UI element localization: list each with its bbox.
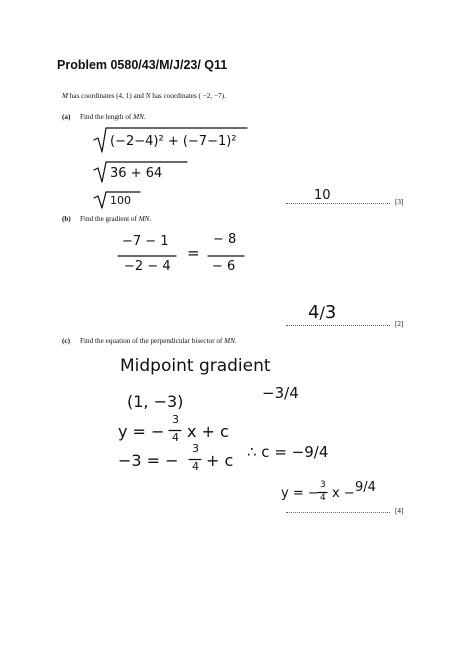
part-a-label: (a)	[62, 113, 71, 121]
part-c-marks: [4]	[395, 507, 404, 515]
part-c-line-1-den: 4	[172, 431, 179, 444]
part-a-work-line-3: 100	[110, 194, 131, 207]
part-c-answer-fraction: 9/4	[355, 480, 376, 495]
part-b-fraction-1-bar	[118, 254, 178, 258]
part-b-fraction-1-numerator: −7 − 1	[122, 234, 169, 249]
part-c-line-2-den: 4	[192, 460, 199, 473]
part-c-label: (c)	[62, 337, 70, 345]
intro-text-1: has coordinates (4, 1) and	[68, 92, 146, 100]
part-b-marks: [2]	[395, 320, 404, 328]
part-b-equals: =	[187, 244, 200, 262]
point-n-label: N	[145, 92, 151, 100]
part-c-answer-left: y = −	[281, 486, 319, 501]
part-c-line-1-num: 3	[172, 413, 179, 426]
part-c-midpoint: (1, −3)	[127, 392, 184, 411]
part-a-work-line-2: 36 + 64	[110, 166, 163, 181]
part-a-question: Find the length of MN.	[80, 113, 146, 121]
page-title: Problem 0580/43/M/J/23/ Q11	[57, 58, 228, 72]
part-c-line-2-num: 3	[192, 442, 199, 455]
part-b-fraction-1-denominator: −2 − 4	[124, 259, 171, 274]
part-b-label: (b)	[62, 215, 71, 223]
part-b-fraction-2-bar	[208, 254, 248, 258]
part-c-question: Find the equation of the perpendicular bisector of MN.	[80, 337, 237, 345]
part-c-line-2-right: + c	[206, 451, 234, 470]
part-b-answer-den: 3	[324, 302, 337, 323]
point-m-label: M	[62, 92, 68, 100]
part-b-answer-num: 4	[308, 302, 320, 323]
part-b-answer-line	[286, 325, 390, 326]
part-a-marks: [3]	[395, 198, 404, 206]
part-a-answer: 10	[314, 188, 331, 203]
part-c-heading: Midpoint gradient	[120, 356, 271, 376]
intro-text-2: has coordinates ( −2, −7).	[150, 92, 226, 100]
part-b-fraction-2-denominator: − 6	[212, 259, 236, 274]
part-c-line-1-left: y = −	[118, 422, 165, 441]
problem-intro	[62, 92, 226, 100]
part-b-answer: 4/3	[308, 302, 337, 323]
part-c-answer-mid: x −	[332, 486, 355, 501]
part-c-line-1-right: x + c	[187, 422, 229, 441]
part-b-question: Find the gradient of MN.	[80, 215, 152, 223]
part-b-fraction-2-numerator: − 8	[213, 232, 237, 247]
part-c-therefore: ∴ c = −9/4	[247, 443, 329, 461]
part-a-answer-line	[286, 203, 390, 204]
part-c-answer-num: 3	[320, 480, 326, 490]
part-c-line-2-left: −3 = −	[118, 451, 179, 470]
part-c-answer-line	[286, 512, 390, 513]
part-c-gradient: −3/4	[262, 384, 299, 402]
part-a-work-line-1: (−2−4)² + (−7−1)²	[110, 134, 237, 149]
part-c-answer-den: 4	[320, 493, 326, 503]
